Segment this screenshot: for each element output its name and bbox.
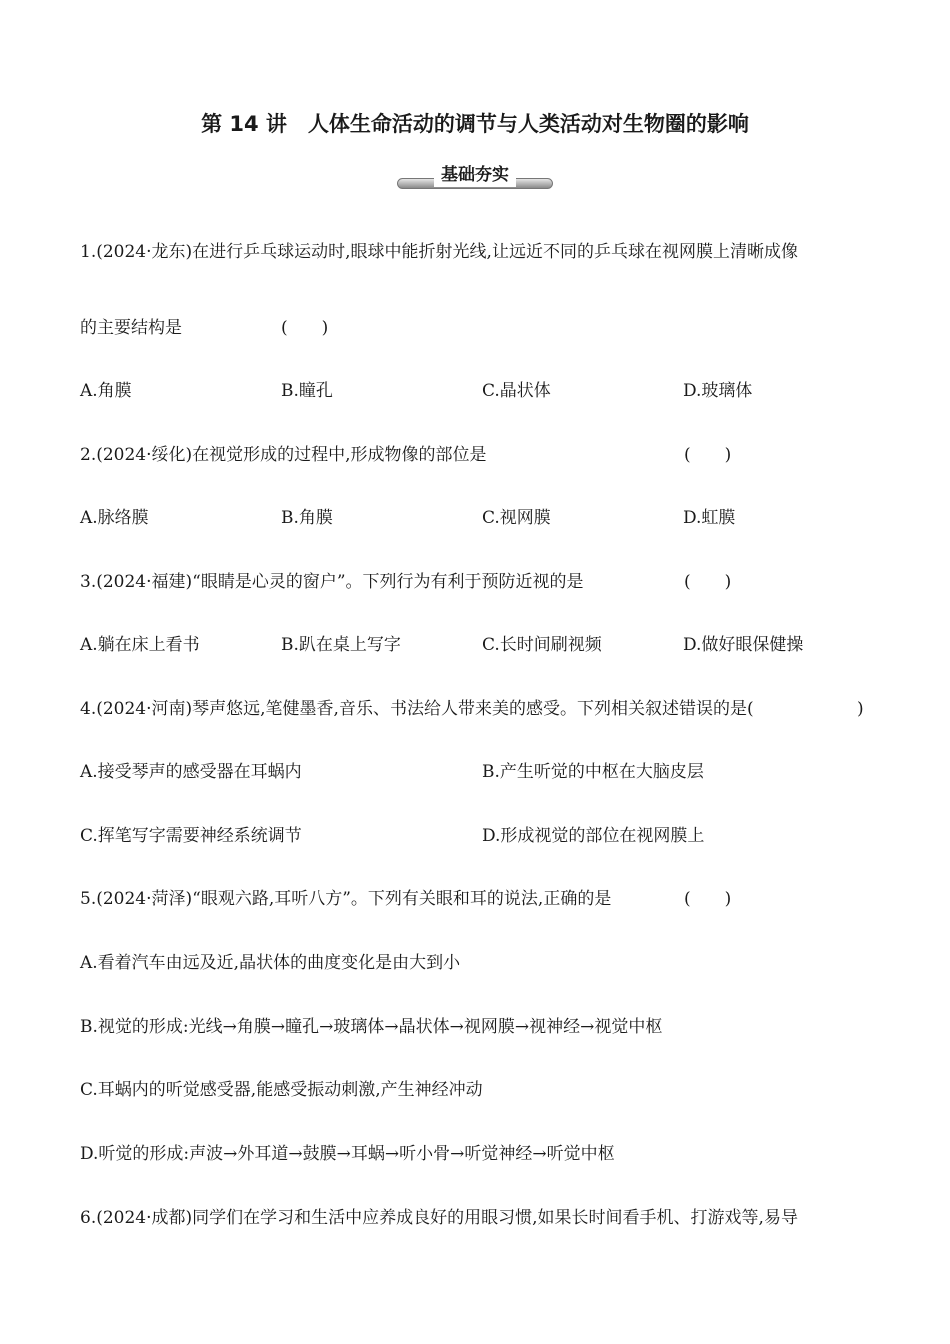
option-5a: A.看着汽车由远及近,晶状体的曲度变化是由大到小 (80, 953, 461, 973)
option-4b: B.产生听觉的中枢在大脑皮层 (482, 762, 704, 782)
option-3d: D.做好眼保健操 (683, 635, 804, 655)
option-5d: D.听觉的形成:声波→外耳道→鼓膜→耳蜗→听小骨→听觉神经→听觉中枢 (80, 1144, 615, 1164)
question-5-line-1: 5.(2024·菏泽)“眼观六路,耳听八方”。下列有关眼和耳的说法,正确的是 (80, 889, 612, 909)
answer-paren-4: ) (857, 699, 864, 719)
option-4a: A.接受琴声的感受器在耳蜗内 (80, 762, 302, 782)
option-4c: C.挥笔写字需要神经系统调节 (80, 826, 302, 846)
answer-paren-2: ( ) (684, 445, 732, 465)
badge-label: 基础夯实 (434, 163, 516, 187)
option-1a: A.角膜 (80, 381, 132, 401)
question-1-line-2: 的主要结构是 (80, 318, 182, 338)
answer-paren-5: ( ) (684, 889, 732, 909)
option-2a: A.脉络膜 (80, 508, 149, 528)
section-badge (397, 163, 553, 191)
answer-paren-3: ( ) (684, 572, 732, 592)
option-4d: D.形成视觉的部位在视网膜上 (482, 826, 705, 846)
option-1d: D.玻璃体 (683, 381, 753, 401)
question-1-line-1: 1.(2024·龙东)在进行乒乓球运动时,眼球中能折射光线,让远近不同的乒乓球在视网膜上清晰成像 (80, 242, 798, 262)
option-3a: A.躺在床上看书 (80, 635, 200, 655)
option-1c: C.晶状体 (482, 381, 551, 401)
option-1b: B.瞳孔 (281, 381, 333, 401)
question-6-line-1: 6.(2024·成都)同学们在学习和生活中应养成良好的用眼习惯,如果长时间看手机、打游戏等,易导 (80, 1208, 798, 1228)
page-title: 第 14 讲 人体生命活动的调节与人类活动对生物圈的影响 (201, 112, 749, 136)
question-4-line-1: 4.(2024·河南)琴声悠远,笔健墨香,音乐、书法给人带来美的感受。下列相关叙述错误的是( (80, 699, 754, 719)
option-2b: B.角膜 (281, 508, 333, 528)
option-3b: B.趴在桌上写字 (281, 635, 401, 655)
question-2-line-1: 2.(2024·绥化)在视觉形成的过程中,形成物像的部位是 (80, 445, 487, 465)
option-5b: B.视觉的形成:光线→角膜→瞳孔→玻璃体→晶状体→视网膜→视神经→视觉中枢 (80, 1017, 663, 1037)
option-5c: C.耳蜗内的听觉感受器,能感受振动刺激,产生神经冲动 (80, 1080, 483, 1100)
option-2c: C.视网膜 (482, 508, 551, 528)
question-3-line-1: 3.(2024·福建)“眼睛是心灵的窗户”。下列行为有利于预防近视的是 (80, 572, 584, 592)
option-3c: C.长时间刷视频 (482, 635, 602, 655)
answer-paren-1: ( ) (281, 318, 329, 338)
option-2d: D.虹膜 (683, 508, 736, 528)
